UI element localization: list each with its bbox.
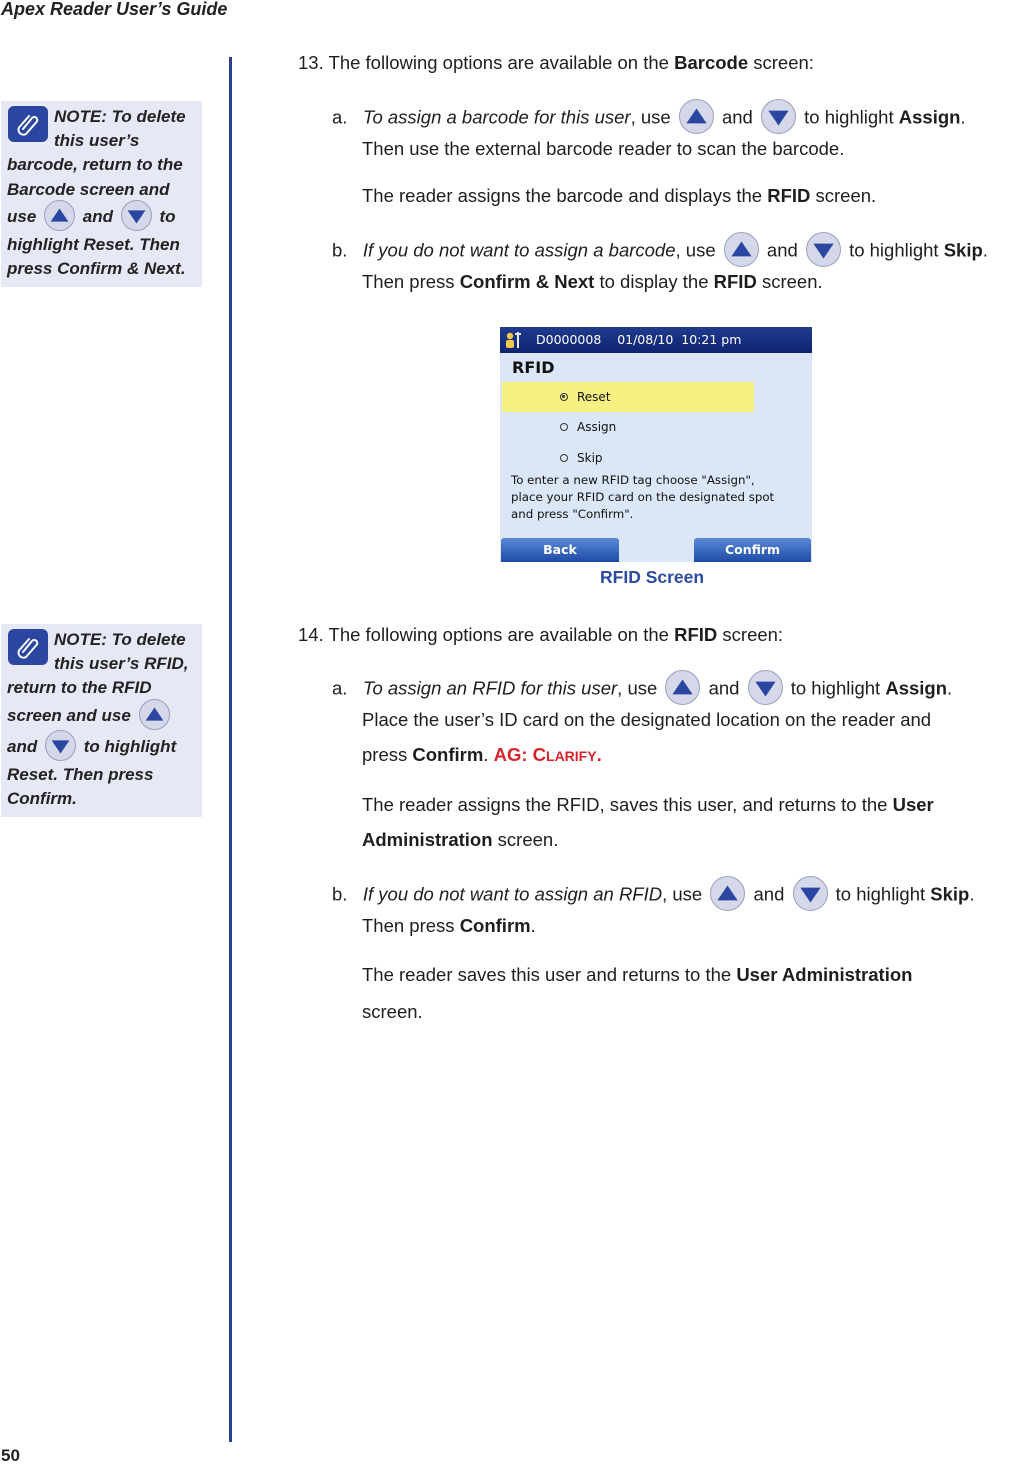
status-bar (500, 327, 812, 353)
status-text: D0000008 01/08/10 10:21 pm (536, 332, 742, 347)
up-arrow-button-icon (44, 200, 75, 231)
up-arrow-button-icon (665, 670, 700, 705)
up-arrow-button-icon (679, 99, 714, 134)
down-arrow-button-icon (761, 99, 796, 134)
note-label: NOTE: (54, 107, 107, 126)
step-13b-line1: b. If you do not want to assign a barcode, use and to highlight Skip. (332, 234, 988, 269)
rfid-instructions: To enter a new RFID tag choose "Assign", place your RFID card on the designated spot and press "Confirm". (511, 473, 775, 521)
step-14b-result1: The reader saves this user and returns to the User Administration (362, 964, 913, 985)
step-13-intro: 13. The following options are available on the Barcode screen: (298, 52, 814, 73)
note-delete-rfid: NOTE: To delete this user’s RFID, return to the RFID screen and use and to highlight Reset. Then press Confirm. (1, 624, 202, 817)
note-label: NOTE: (54, 630, 107, 649)
paperclip-icon (8, 106, 48, 142)
step-14a-result2: Administration screen. (362, 829, 559, 850)
clarify-flag: AG: CLARIFY. (493, 744, 602, 765)
note-delete-barcode: NOTE: To delete this user’s barcode, return to the Barcode screen and use and to highlight Reset. Then press Confirm & Next. (1, 101, 202, 287)
radio-icon (560, 423, 568, 431)
selection-highlight (502, 382, 754, 412)
down-arrow-button-icon (121, 200, 152, 231)
step-14b-line1: b. If you do not want to assign an RFID, use and to highlight Skip. (332, 878, 975, 913)
down-arrow-button-icon (793, 876, 828, 911)
down-arrow-button-icon (806, 232, 841, 267)
step-14a-line3: press Confirm. AG: CLARIFY. (362, 744, 602, 765)
step-14-intro: 14. The following options are available on the RFID screen: (298, 624, 784, 645)
step-13a-result: The reader assigns the barcode and displays the RFID screen. (362, 185, 877, 206)
page-number: 50 (1, 1446, 20, 1465)
running-header: Apex Reader User’s Guide (1, 0, 228, 19)
down-arrow-button-icon (748, 670, 783, 705)
screen-title: RFID (512, 358, 555, 377)
step-14b-result2: screen. (362, 1001, 423, 1022)
confirm-button[interactable]: Confirm (694, 538, 811, 562)
radio-selected-icon (560, 393, 568, 401)
rfid-screenshot (500, 327, 812, 562)
step-13b-line2: Then press Confirm & Next to display the RFID screen. (362, 271, 823, 292)
option-assign[interactable]: Assign (560, 420, 616, 434)
step-13a-line2: Then use the external barcode reader to scan the barcode. (362, 138, 845, 159)
up-arrow-button-icon (139, 699, 170, 730)
radio-icon (560, 454, 568, 462)
up-arrow-button-icon (710, 876, 745, 911)
step-14a-result1: The reader assigns the RFID, saves this user, and returns to the User (362, 794, 934, 815)
step-14a-line1: a. To assign an RFID for this user, use and to highlight Assign. (332, 672, 952, 707)
step-14a-line2: Place the user’s ID card on the designated location on the reader and (362, 709, 932, 730)
step-13a-line1: a. To assign a barcode for this user, use and to highlight Assign. (332, 101, 966, 136)
option-skip[interactable]: Skip (560, 451, 603, 465)
back-button[interactable]: Back (501, 538, 619, 562)
step-14b-line2: Then press Confirm. (362, 915, 536, 936)
up-arrow-button-icon (724, 232, 759, 267)
figure-caption: RFID Screen (600, 567, 705, 587)
down-arrow-button-icon (45, 730, 76, 761)
margin-rule (229, 57, 232, 1442)
user-admin-icon (504, 330, 524, 350)
option-reset[interactable]: Reset (560, 390, 611, 404)
paperclip-icon (8, 629, 48, 665)
